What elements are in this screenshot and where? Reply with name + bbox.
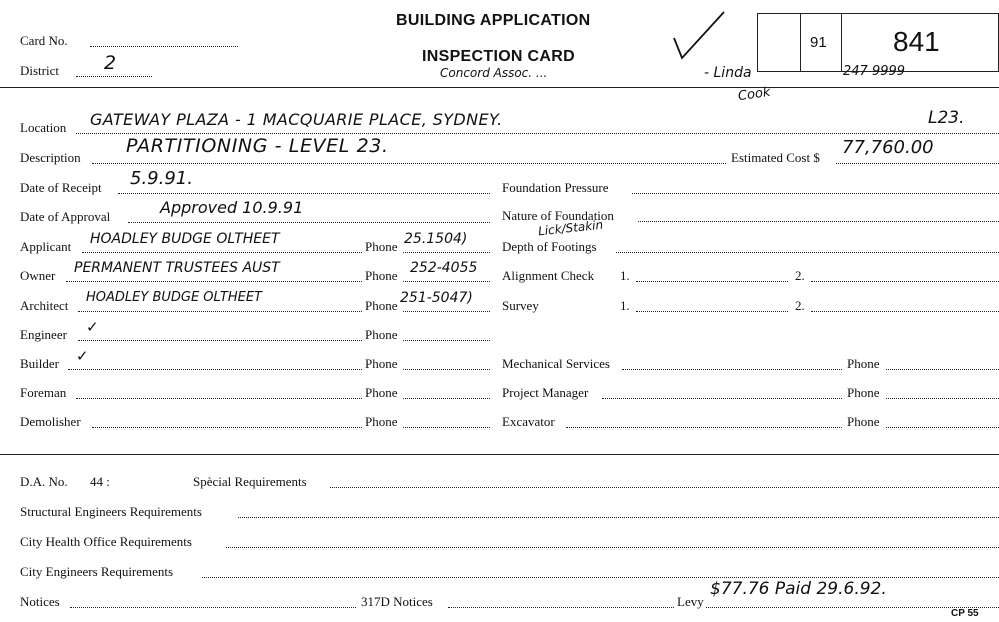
note-concord: Concord Assoc. ... [440,66,548,80]
district-value: 2 [104,52,117,74]
foreman-phone-label: Phone [365,385,398,400]
applicant-phone: 25.1504) [404,231,468,247]
district-label: District [20,63,59,78]
builder-field[interactable] [68,369,362,370]
date-receipt-field[interactable] [118,193,490,194]
note-linda: - Linda [704,65,752,81]
location-label: Location [20,120,67,135]
applicant-phone-field[interactable] [403,252,490,253]
date-receipt-label: Date of Receipt [20,180,102,195]
note-phone: 247 9999 [843,64,906,79]
applicant-value: HOADLEY BUDGE OLTHEET [90,231,280,247]
project-manager-phone-field[interactable] [886,398,999,399]
project-manager-phone-label: Phone [847,385,880,400]
demolisher-label: Demolisher [20,414,81,429]
notices-317d-field[interactable] [448,607,674,608]
owner-phone: 252-4055 [410,260,478,276]
structural-engineers-field[interactable] [238,517,999,518]
architect-phone-field[interactable] [403,311,490,312]
builder-phone-field[interactable] [403,369,490,370]
city-engineers-field[interactable] [202,577,999,578]
applicant-field[interactable] [82,252,362,253]
special-requirements-label: Spècial Requirements [193,474,307,489]
project-manager-label: Project Manager [502,385,589,400]
structural-engineers-label: Structural Engineers Requirements [20,504,202,519]
city-engineers-label: City Engineers Requirements [20,564,174,579]
date-approval-field[interactable] [128,222,490,223]
nature-foundation-note: Lick/Stakin [537,217,604,239]
architect-phone-label: Phone [365,298,398,313]
da-no-label: D.A. No. [20,474,68,489]
engineer-phone-field[interactable] [403,340,490,341]
architect-phone: 251-5047) [400,290,473,306]
note-cook: Cook [737,84,772,105]
applicant-label: Applicant [20,239,72,254]
district-field[interactable] [76,76,152,77]
engineer-field[interactable] [78,340,362,341]
alignment-check-field-2[interactable] [811,281,999,282]
foundation-pressure-field[interactable] [632,193,999,194]
card-no-field[interactable] [90,46,238,47]
estimated-cost-label: Estimated Cost $ [731,150,820,165]
survey-label: Survey [502,298,539,313]
location-field[interactable] [76,133,999,134]
year-value: 91 [810,34,827,51]
city-health-label: City Health Office Requirements [20,534,192,549]
check-mark-icon [668,8,730,66]
architect-field[interactable] [78,311,362,312]
owner-phone-label: Phone [365,268,398,283]
applicant-phone-label: Phone [365,239,398,254]
owner-label: Owner [20,268,56,283]
description-field[interactable] [92,163,726,164]
form-title-line1: BUILDING APPLICATION [396,12,591,29]
builder-label: Builder [20,356,59,371]
location-value: GATEWAY PLAZA - 1 MACQUARIE PLACE, SYDNEY. [90,110,503,129]
mechanical-phone-label: Phone [847,356,880,371]
mechanical-field[interactable] [622,369,842,370]
nature-foundation-field[interactable] [638,221,999,222]
foundation-pressure-label: Foundation Pressure [502,180,609,195]
location-level: L23. [928,108,965,128]
engineer-label: Engineer [20,327,67,342]
survey-num1: 1. [620,298,630,313]
excavator-field[interactable] [566,427,842,428]
da-no-value: 44 : [90,474,110,489]
description-value: PARTITIONING - LEVEL 23. [126,135,389,157]
foreman-label: Foreman [20,385,67,400]
form-title-line2: INSPECTION CARD [422,48,575,65]
architect-label: Architect [20,298,69,313]
header-divider [0,87,999,88]
card-no-label: Card No. [20,33,68,48]
owner-phone-field[interactable] [403,281,490,282]
builder-value: ✓ [76,347,89,365]
card-number: 841 [893,26,940,57]
nature-foundation-label: Nature of Foundation [502,208,614,223]
owner-value: PERMANENT TRUSTEES AUST [74,260,280,276]
notices-label: Notices [20,594,60,609]
alignment-num2: 2. [795,268,805,283]
estimated-cost-field[interactable] [836,163,999,164]
alignment-check-label: Alignment Check [502,268,595,283]
survey-num2: 2. [795,298,805,313]
mechanical-phone-field[interactable] [886,369,999,370]
engineer-phone-label: Phone [365,327,398,342]
city-health-field[interactable] [226,547,999,548]
levy-value: $77.76 Paid 29.6.92. [710,579,887,599]
number-box-blank [757,13,801,72]
mechanical-label: Mechanical Services [502,356,610,371]
alignment-check-field-1[interactable] [636,281,788,282]
notices-317d-label: 317D Notices [361,594,433,609]
owner-field[interactable] [66,281,362,282]
foreman-field[interactable] [76,398,362,399]
demolisher-phone-field[interactable] [403,427,490,428]
engineer-value: ✓ [86,318,99,336]
alignment-num1: 1. [620,268,630,283]
architect-value: HOADLEY BUDGE OLTHEET [86,290,262,305]
depth-footings-label: Depth of Footings [502,239,597,254]
notices-field[interactable] [70,607,356,608]
excavator-label: Excavator [502,414,555,429]
builder-phone-label: Phone [365,356,398,371]
demolisher-phone-label: Phone [365,414,398,429]
levy-label: Levy [677,594,704,609]
estimated-cost-value: 77,760.00 [842,137,934,158]
project-manager-field[interactable] [602,398,842,399]
date-approval-value: Approved 10.9.91 [160,198,304,217]
excavator-phone-field[interactable] [886,427,999,428]
description-label: Description [20,150,81,165]
form-code: CP 55 [951,608,979,619]
date-receipt-value: 5.9.91. [130,168,193,189]
section-divider [0,454,999,455]
survey-field-2[interactable] [811,311,999,312]
depth-footings-field[interactable] [616,252,999,253]
excavator-phone-label: Phone [847,414,880,429]
date-approval-label: Date of Approval [20,209,111,224]
foreman-phone-field[interactable] [403,398,490,399]
special-requirements-field[interactable] [330,487,999,488]
demolisher-field[interactable] [92,427,362,428]
survey-field-1[interactable] [636,311,788,312]
